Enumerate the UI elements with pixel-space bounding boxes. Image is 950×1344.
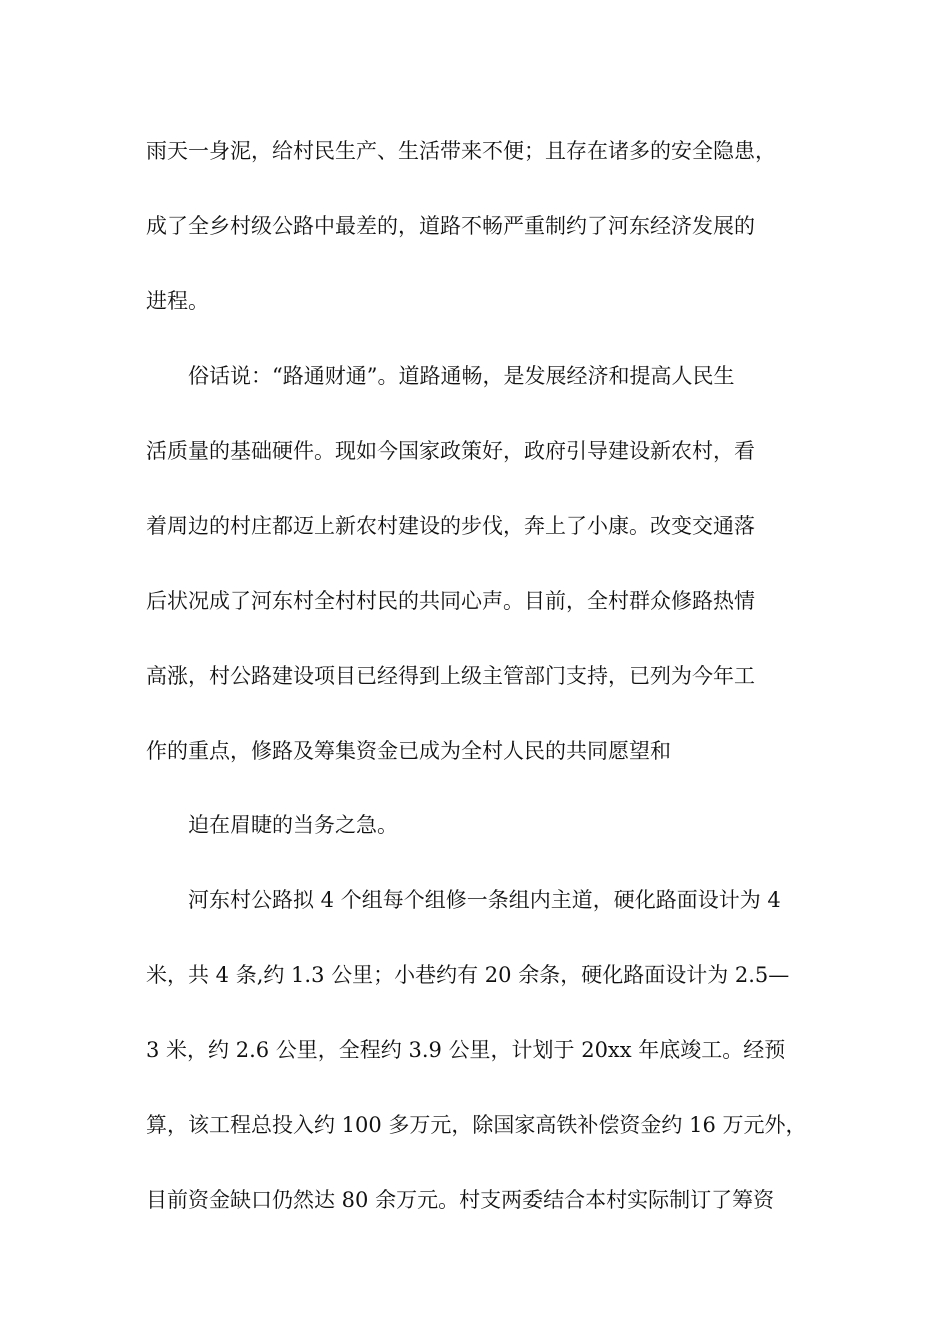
text-line: 着周边的村庄都迈上新农村建设的步伐，奔上了小康。改变交通落 xyxy=(146,514,755,538)
text-line: 算，该工程总投入约 100 多万元，除国家高铁补偿资金约 16 万元外， xyxy=(146,1113,807,1137)
text-line: 3 米，约 2.6 公里，全程约 3.9 公里，计划于 20xx 年底竣工。经预 xyxy=(146,1038,786,1062)
text-line: 河东村公路拟 4 个组每个组修一条组内主道，硬化路面设计为 4 xyxy=(188,888,781,912)
text-line: 成了全乡村级公路中最差的，道路不畅严重制约了河东经济发展的 xyxy=(146,214,755,238)
text-line: 迫在眉睫的当务之急。 xyxy=(188,813,398,837)
text-line: 作的重点，修路及筹集资金已成为全村人民的共同愿望和 xyxy=(146,739,671,763)
text-line: 雨天一身泥，给村民生产、生活带来不便；且存在诸多的安全隐患， xyxy=(146,139,776,163)
text-line: 高涨，村公路建设项目已经得到上级主管部门支持，已列为今年工 xyxy=(146,664,755,688)
text-line: 进程。 xyxy=(146,289,209,313)
text-line: 目前资金缺口仍然达 80 余万元。村支两委结合本村实际制订了筹资 xyxy=(146,1188,775,1212)
text-line: 米，共 4 条,约 1.3 公里；小巷约有 20 余条，硬化路面设计为 2.5— xyxy=(146,963,790,987)
text-line: 俗话说：“路通财通”。道路通畅，是发展经济和提高人民生 xyxy=(188,364,735,388)
text-line: 后状况成了河东村全村村民的共同心声。目前，全村群众修路热情 xyxy=(146,589,755,613)
text-line: 活质量的基础硬件。现如今国家政策好，政府引导建设新农村，看 xyxy=(146,439,755,463)
